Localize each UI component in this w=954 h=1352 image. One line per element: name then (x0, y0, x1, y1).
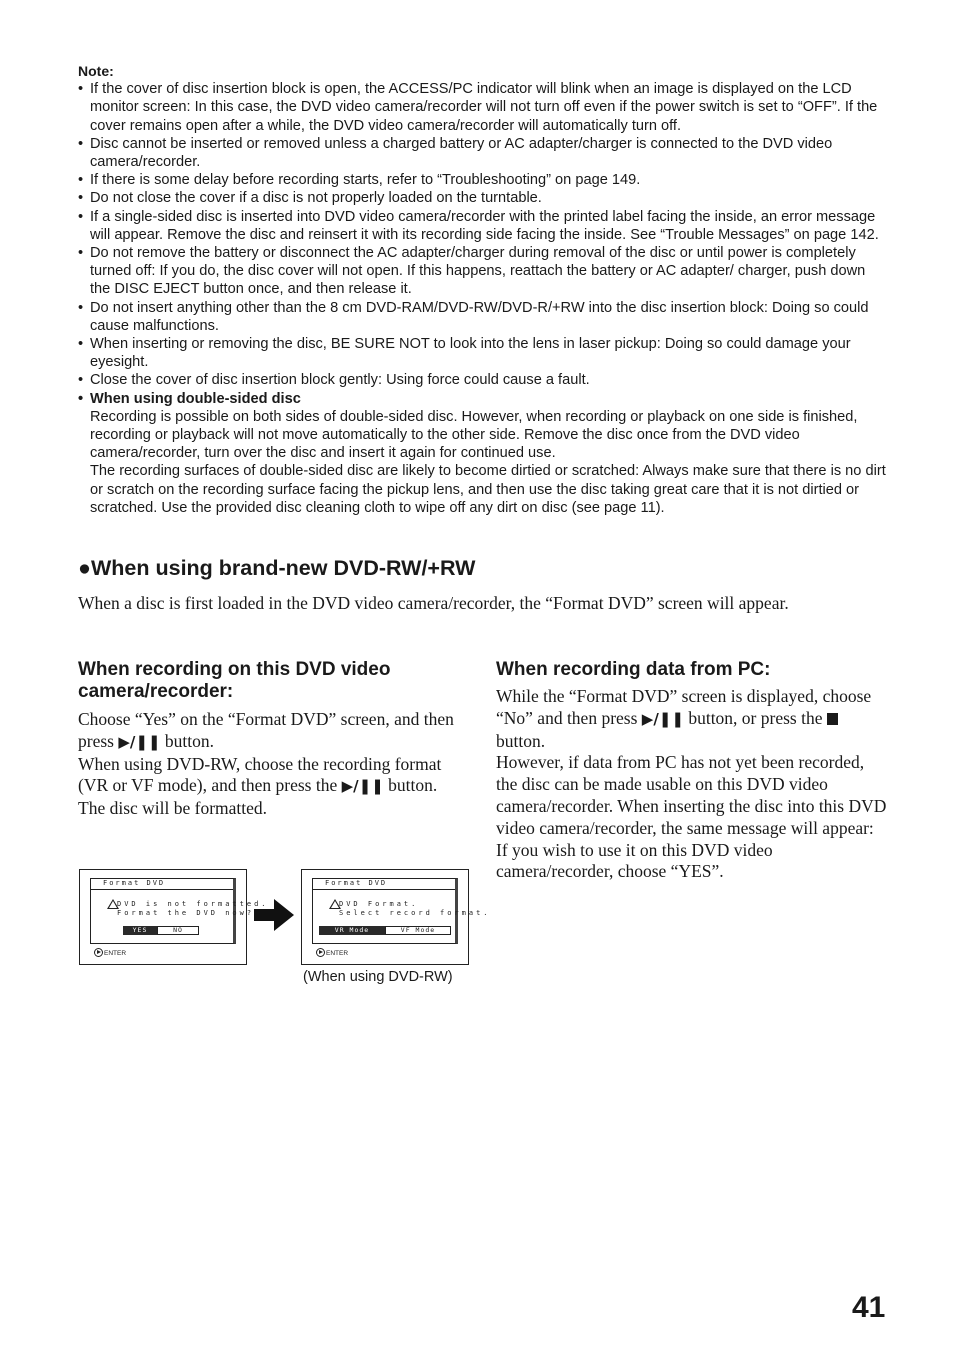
stop-icon (827, 713, 838, 725)
left-para-3: The disc will be formatted. (78, 798, 268, 819)
note-item: • If the cover of disc insertion block is open, the ACCESS/PC indicator will blink when an image is displayed on the LCD monitor screen: In this case, the DVD video camera/recorder will not turn off even if the power switch is set to “OFF”. If the cover remains open after a while, the DVD video camera/recorder will automatically turn off. (78, 80, 888, 135)
section-bullet-icon: ● (78, 556, 91, 580)
note-item: • Do not close the cover if a disc is not properly loaded on the turntable. (78, 189, 888, 207)
note-text: Do not insert anything other than the 8 cm DVD-RAM/DVD-RW/DVD-R/+RW into the disc insertion block: Doing so could cause malfunctions. (90, 299, 869, 334)
note-item: • Do not insert anything other than the 8 cm DVD-RAM/DVD-RW/DVD-R/+RW into the disc insertion block: Doing so could cause malfunctions. (78, 299, 888, 335)
screen-caption: (When using DVD-RW) (303, 969, 453, 985)
screen-title-rule (91, 889, 233, 890)
right-arrow-icon (254, 899, 294, 931)
screen-title: Format DVD (103, 879, 166, 887)
note-text: Do not remove the battery or disconnect the AC adapter/charger during removal of the disc or until power is completely turned off: If you do, the disc cover will not open. If this happens, reattach the battery or AC adapter/ charger, push down the DISC EJECT button once, and then release it. (90, 245, 866, 298)
play-pause-icon: ▶/❚❚ (341, 777, 384, 796)
screen-frame (90, 878, 269, 944)
enter-label: ENTER (104, 950, 127, 957)
note-title: Note: (78, 63, 114, 79)
option-yes[interactable]: YES (123, 926, 157, 935)
right-p1-text-b: button, or press the (683, 707, 827, 728)
note-text: If the cover of disc insertion block is open, the ACCESS/PC indicator will blink when an image is displayed on the LCD monitor screen: In this case, the DVD video camera/recorder will not turn off even if the power switch is set to “OFF”. If the cover remains open after a while, the DVD video camera/recorder will automatically turn off. (90, 81, 878, 134)
section-title-text: When using brand-new DVD-RW/+RW (91, 556, 476, 580)
section-intro: When a disc is first loaded in the DVD video camera/recorder, the “Format DVD” screen will appear. (78, 593, 789, 613)
note-text: If a single-sided disc is inserted into DVD video camera/recorder with the printed label facing the inside, an error message will appear. Remove the disc and reinsert it with its recording side facing the inside. See “Trouble Messages” on page 142. (90, 208, 879, 243)
screen-message-line-1: DVD Format. (339, 900, 419, 908)
note-item: • If there is some delay before recording starts, refer to “Troubleshooting” on page 149. (78, 171, 888, 189)
format-dvd-screen-2 (301, 869, 491, 965)
left-p1-text-b: button. (160, 730, 214, 751)
page-number: 41 (852, 1291, 886, 1324)
right-para-2: However, if data from PC has not yet been recorded, the disc can be made usable on this DVD video camera/recorder. When inserting the disc into this DVD video camera/recorder, the same message will appear: If you wish to use it on this DVD video camera/recorder, choose “YES”. (496, 752, 887, 882)
enter-hint (316, 948, 348, 957)
double-sided-para-1: Recording is possible on both sides of double-sided disc. However, when recording or playback on one side is finished, recording or playback will not move automatically to the other side. Remove the disc once from the DVD video camera/recorder, turn over the disc and insert it again for continued use. (90, 408, 858, 462)
left-para-2 (78, 754, 470, 799)
option-vr-mode[interactable]: VR Mode (319, 926, 385, 935)
note-item: • When inserting or removing the disc, BE SURE NOT to look into the lens in laser pickup: Doing so could damage your eyesight. (78, 335, 888, 371)
note-item: • Do not remove the battery or disconnect the AC adapter/charger during removal of the disc or until power is completely turned off: If you do, the disc cover will not open. If this happens, reattach the battery or AC adapter/ charger, push down the DISC EJECT button once, and then release it. (78, 244, 888, 299)
left-p2-text-b: button. (383, 775, 438, 796)
note-item: • Close the cover of disc insertion block gently: Using force could cause a fault. (78, 371, 888, 389)
note-item-double-sided: • When using double-sided disc Recording is possible on both sides of double-sided disc. However, when recording or playback on one side is finished, recording or playback will not move automatically to the other side. Remove the disc once from the DVD video camera/recorder, turn over the disc and insert it again for continued use. The recording surfaces of double-sided disc are likely to become dirtied or scratched: Always make sure that there is no dirt or scratch on the recording surface facing the pickup lens, and then use the disc taking great care that it is not dirtied or scratched. Use the provided disc cleaning cloth to wipe off any dirt on disc (see page 11). (78, 390, 888, 517)
screen-message-line-2: Format the DVD now? (117, 909, 255, 917)
enter-icon (94, 948, 103, 957)
play-pause-icon: ▶/❚❚ (118, 732, 161, 751)
note-item: • Disc cannot be inserted or removed unless a charged battery or AC adapter/charger is connected to the DVD video camera/recorder. (78, 135, 888, 171)
double-sided-heading: When using double-sided disc (90, 390, 301, 407)
right-column-body (496, 686, 888, 883)
note-text: Disc cannot be inserted or removed unless a charged battery or AC adapter/charger is connected to the DVD video camera/recorder. (90, 135, 833, 171)
enter-icon (316, 948, 325, 957)
option-vf-mode[interactable]: VF Mode (385, 926, 451, 935)
note-text: If there is some delay before recording starts, refer to “Troubleshooting” on page 149. (90, 172, 641, 189)
right-para-1 (496, 686, 888, 752)
note-item: • If a single-sided disc is inserted into DVD video camera/recorder with the printed label facing the inside, an error message will appear. Remove the disc and reinsert it with its recording side facing the inside. See “Trouble Messages” on page 142. (78, 208, 888, 244)
format-dvd-screen-1 (79, 869, 269, 965)
note-text: Close the cover of disc insertion block gently: Using force could cause a fault. (90, 372, 590, 389)
option-no[interactable]: NO (157, 926, 199, 935)
screen-title-rule (313, 889, 455, 890)
right-p1-text-c: button. (496, 730, 546, 751)
screen-message-line-2: Select record format. (339, 909, 491, 917)
right-column-heading: When recording data from PC: (496, 659, 771, 680)
left-p2-text-a: When using DVD-RW, choose the recording format (VR or VF mode), and then press the (78, 753, 442, 796)
left-column-heading: When recording on this DVD video camera/recorder: (78, 659, 391, 702)
screen-title: Format DVD (325, 879, 388, 887)
notes-block (78, 62, 888, 517)
right-p1-text-a: While the “Format DVD” screen is displayed, choose “No” and then press (496, 686, 872, 728)
play-pause-icon: ▶/❚❚ (641, 709, 684, 728)
left-p1-text-a: Choose “Yes” on the “Format DVD” screen, and then press (78, 709, 454, 751)
note-text: When inserting or removing the disc, BE SURE NOT to look into the lens in laser pickup: Doing so could damage your eyesight. (90, 336, 851, 371)
section-title (78, 556, 475, 581)
enter-label: ENTER (326, 950, 349, 957)
enter-hint (94, 948, 126, 957)
screen-message-line-1: DVD is not formatted. (117, 900, 269, 908)
screen-frame (312, 878, 491, 944)
note-list (78, 80, 888, 517)
left-para-1 (78, 709, 470, 754)
note-text: Do not close the cover if a disc is not properly loaded on the turntable. (90, 190, 542, 207)
double-sided-para-2: The recording surfaces of double-sided disc are likely to become dirtied or scratched: Always make sure that there is no dirt or scratch on the recording surface facing the pickup lens, and then use the disc taking great care that it is not dirtied or scratched. Use the provided disc cleaning cloth to wipe off any dirt on disc (see page 11). (90, 463, 886, 516)
left-column-body (78, 709, 470, 820)
